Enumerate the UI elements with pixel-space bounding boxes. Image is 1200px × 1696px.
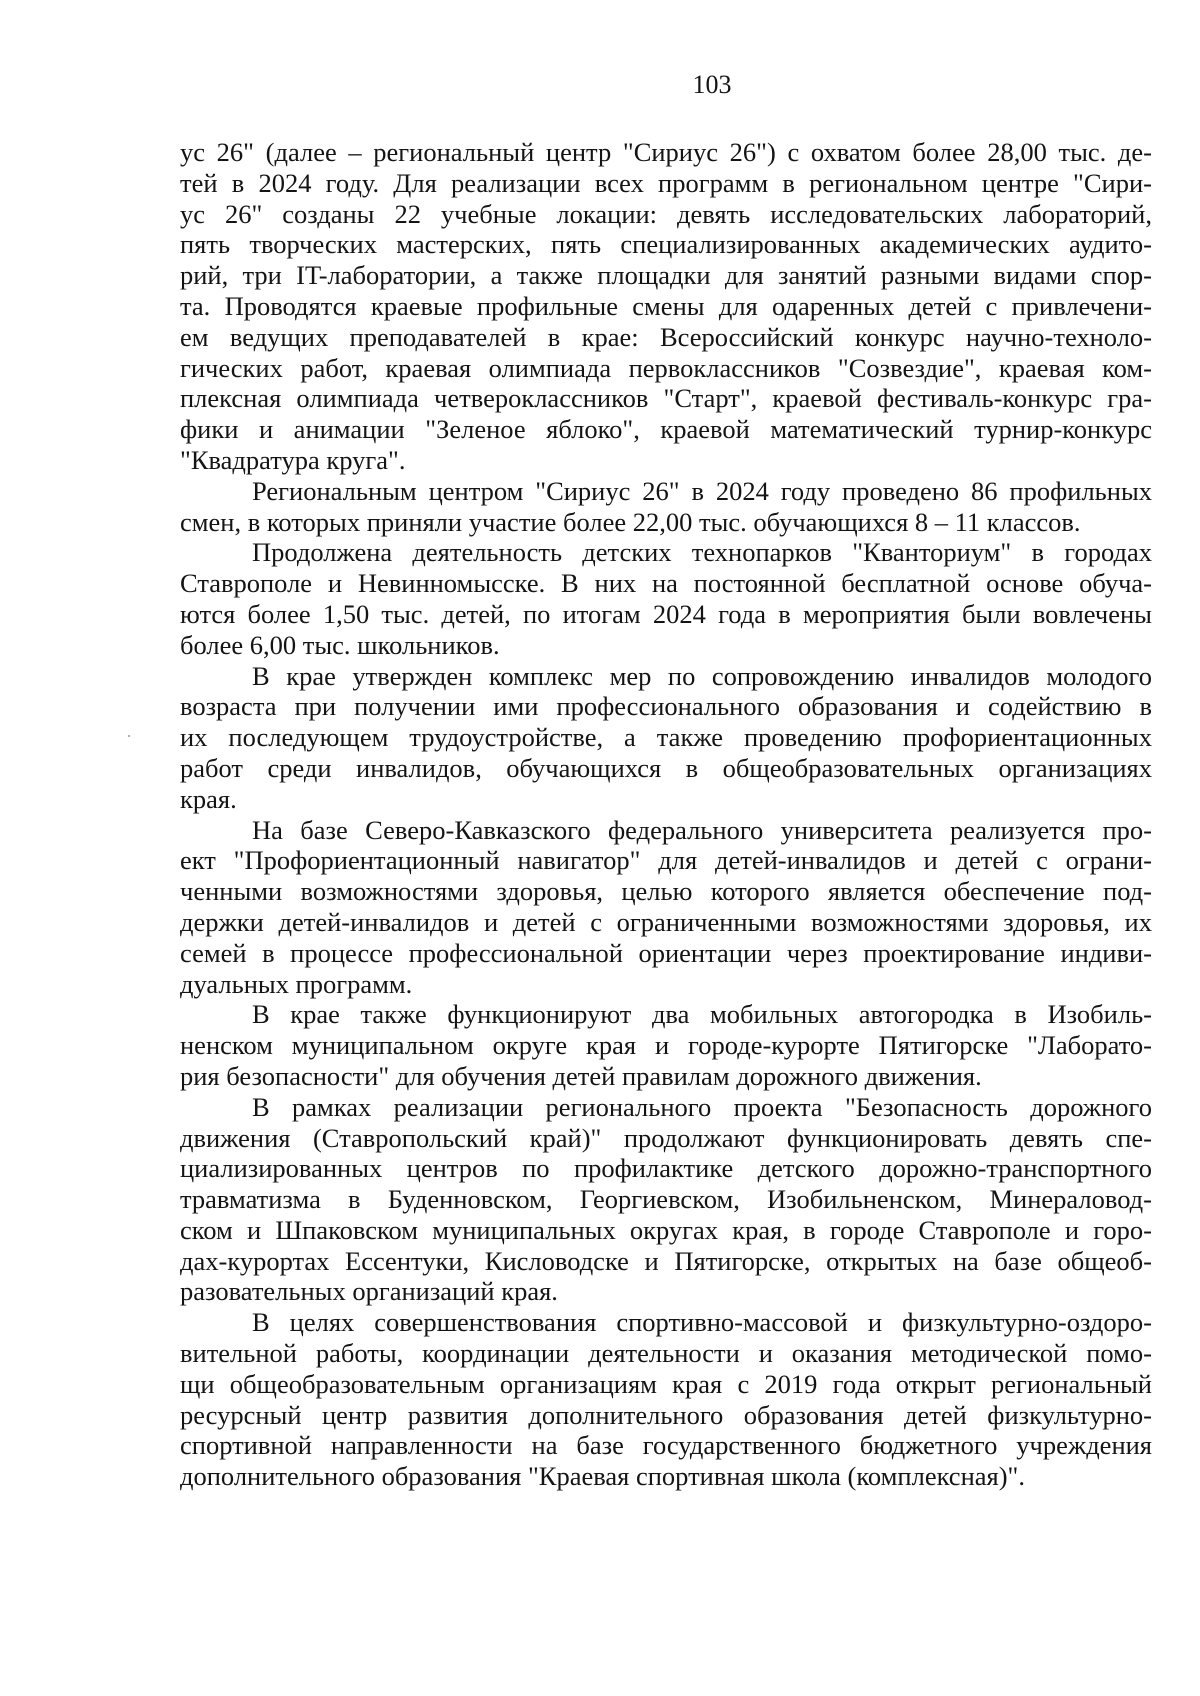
text-line: та. Проводятся краевые профильные смены для одаренных детей с привлечени- <box>180 290 1152 321</box>
text-line: ус 26" созданы 22 учебные локации: девять исследовательских лабораторий, <box>180 198 1152 229</box>
text-line: разовательных организаций края. <box>180 1276 558 1307</box>
text-line: дуальных программ. <box>180 968 413 999</box>
paragraph-disability-support <box>180 661 1152 815</box>
text-line: дополнительного образования "Краевая спортивная школа (комплексная)". <box>180 1461 1025 1492</box>
paragraph-kvantorium <box>180 537 1152 660</box>
text-line: смен, в которых приняли участие более 22,00 тыс. обучающихся 8 – 11 классов. <box>180 506 1081 537</box>
text-line: дах-курортах Ессентуки, Кисловодске и Пятигорске, открытых на базе общеоб- <box>180 1245 1152 1276</box>
text-line: держки детей-инвалидов и детей с ограниченными возможностями здоровья, их <box>180 906 1152 937</box>
text-line: рий, три IT-лаборатории, а также площадки для занятий разными видами спор- <box>180 260 1152 291</box>
text-line: спортивной направленности на базе государственного бюджетного учреждения <box>180 1430 1152 1461</box>
text-line: Региональным центром "Сириус 26" в 2024 году проведено 86 профильных <box>252 475 1152 506</box>
text-line: пять творческих мастерских, пять специализированных академических аудито- <box>180 229 1152 260</box>
text-line: ются более 1,50 тыс. детей, по итогам 2024 года в мероприятия были вовлечены <box>180 598 1152 629</box>
paragraph-sports-center <box>180 1307 1152 1492</box>
document-body <box>180 137 1152 1492</box>
paragraph-road-safety <box>180 1092 1152 1308</box>
text-line: тей в 2024 году. Для реализации всех программ в региональном центре "Сири- <box>180 167 1152 198</box>
page-number: 103 <box>692 70 732 99</box>
text-line: их последующем трудоустройстве, а также проведению профориентационных <box>180 722 1152 753</box>
text-line: циализированных центров по профилактике детского дорожно-транспортного <box>180 1153 1152 1184</box>
text-line: вительной работы, координации деятельности и оказания методической помо- <box>180 1338 1152 1369</box>
text-line: ненском муниципальном округе края и городе-курорте Пятигорске "Лаборато- <box>180 1030 1152 1061</box>
text-line: фики и анимации "Зеленое яблоко", краевой математический турнир-конкурс <box>180 414 1152 445</box>
text-line: В крае также функционируют два мобильных автогородка в Изобиль- <box>252 999 1152 1030</box>
text-line: В целях совершенствования спортивно-массовой и физкультурно-оздоро- <box>252 1307 1152 1338</box>
text-line: рия безопасности" для обучения детей правилам дорожного движения. <box>180 1060 982 1091</box>
text-line: более 6,00 тыс. школьников. <box>180 629 500 660</box>
text-line: движения (Ставропольский край)" продолжают функционировать девять спе- <box>180 1122 1152 1153</box>
text-line: возраста при получении ими профессионального образования и содействию в <box>180 691 1152 722</box>
text-line: ченными возможностями здоровья, целью которого является обеспечение под- <box>180 876 1152 907</box>
text-line: ском и Шпаковском муниципальных округах края, в городе Ставрополе и горо- <box>180 1214 1152 1245</box>
text-line: В крае утвержден комплекс мер по сопровождению инвалидов молодого <box>252 660 1152 691</box>
text-line: травматизма в Буденновском, Георгиевском, Изобильненском, Минераловод- <box>180 1184 1152 1215</box>
text-line: ем ведущих преподавателей в крае: Всероссийский конкурс научно-техноло- <box>180 321 1152 352</box>
text-line: На базе Северо-Кавказского федерального университета реализуется про- <box>252 814 1152 845</box>
paragraph-mobile-autotowns <box>180 999 1152 1091</box>
text-line: плексная олимпиада четвероклассников "Старт", краевой фестиваль-конкурс гра- <box>180 383 1152 414</box>
text-line: ект "Профориентационный навигатор" для детей-инвалидов и детей с ограни- <box>180 845 1152 876</box>
paragraph-sirius-programs <box>180 137 1152 476</box>
paragraph-career-navigator <box>180 815 1152 1000</box>
scan-speck <box>128 735 130 737</box>
paragraph-profile-shifts <box>180 476 1152 538</box>
text-line: семей в процессе профессиональной ориентации через проектирование индиви- <box>180 937 1152 968</box>
text-line: Ставрополе и Невинномысске. В них на постоянной бесплатной основе обуча- <box>180 568 1152 599</box>
text-line: края. <box>180 783 237 814</box>
text-line: ус 26" (далее – региональный центр "Сириус 26") с охватом более 28,00 тыс. де- <box>180 137 1152 167</box>
text-line: гических работ, краевая олимпиада первоклассников "Созвездие", краевая ком- <box>180 352 1152 383</box>
text-line: щи общеобразовательным организациям края с 2019 года открыт региональный <box>180 1368 1152 1399</box>
text-line: ресурсный центр развития дополнительного образования детей физкультурно- <box>180 1399 1152 1430</box>
text-line: В рамках реализации регионального проекта "Безопасность дорожного <box>252 1091 1152 1122</box>
text-line: Продолжена деятельность детских технопарков "Кванториум" в городах <box>252 537 1152 568</box>
text-line: работ среди инвалидов, обучающихся в общеобразовательных организациях <box>180 752 1152 783</box>
text-line: "Квадратура круга". <box>180 444 406 475</box>
